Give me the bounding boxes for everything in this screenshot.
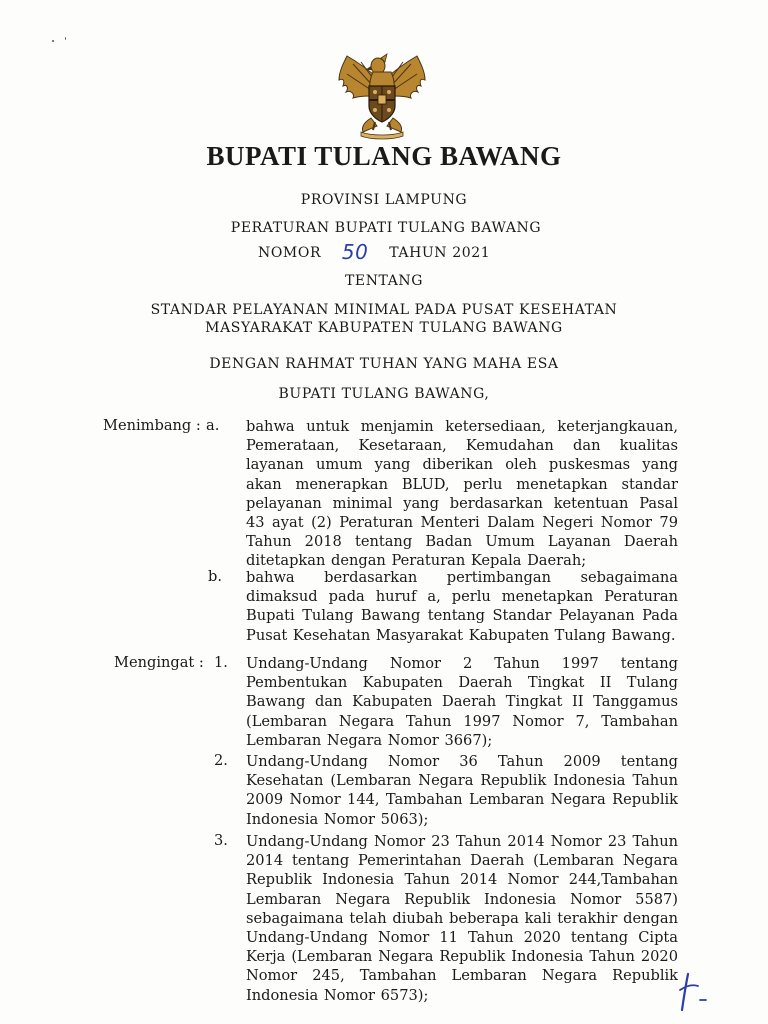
mengingat-item-1 — [246, 654, 678, 750]
menimbang-item-b — [246, 568, 678, 645]
tentang-label: TENTANG — [344, 273, 424, 289]
paragraph-line: Undang-Undang Nomor 23 Tahun 2014 Nomor 23 Tahun — [246, 833, 678, 850]
menimbang-item-a — [246, 417, 678, 571]
paragraph-line: Pemerataan, Kesetaraan, Kemudahan dan kualitas — [246, 437, 678, 455]
paragraph-line: Undang-Undang Nomor 36 Tahun 2009 tentang — [246, 753, 678, 770]
paragraph-line: Pembentukan Kabupaten Daerah Tingkat II Tulang — [246, 674, 678, 692]
document-title: BUPATI TULANG BAWANG — [206, 141, 562, 171]
number-prefix: NOMOR — [258, 245, 322, 261]
regulation-number-line — [258, 238, 490, 262]
paragraph-line: Kerja (Lembaran Negara Republik Indonesia Tahun 2020 — [246, 948, 678, 966]
paragraph-line: bahwa berdasarkan pertimbangan sebagaimana — [246, 569, 678, 586]
paragraph-line: dimaksud pada huruf a, perlu menetapkan Peraturan — [246, 588, 678, 606]
item-marker: 1. — [214, 654, 228, 671]
paraf-initial-mark — [676, 970, 710, 1014]
paragraph-line: akan menerapkan BLUD, perlu menetapkan standar — [246, 475, 678, 493]
handwritten-number: 50 — [341, 240, 369, 264]
paragraph-line: bahwa untuk menjamin ketersediaan, keterjangkauan, — [246, 418, 678, 435]
regent-line: BUPATI TULANG BAWANG, — [278, 386, 490, 402]
paragraph-line: 2009 Nomor 144, Tambahan Lembaran Negara Republik — [246, 791, 678, 809]
menimbang-label: Menimbang : — [103, 417, 201, 434]
paragraph-line: 43 ayat (2) Peraturan Menteri Dalam Negeri Nomor 79 — [246, 513, 678, 531]
mengingat-item-2 — [246, 752, 678, 829]
number-year: TAHUN 2021 — [389, 245, 491, 261]
item-marker: a. — [206, 417, 220, 434]
scan-speck — [65, 37, 66, 40]
paragraph-line: 2014 tentang Pemerintahan Daerah (Lembaran Negara — [246, 852, 678, 870]
paragraph-line: Lembaran Negara Nomor 3667); — [246, 731, 493, 749]
paragraph-line: Tahun 2018 tentang Badan Umum Layanan Daerah — [246, 533, 678, 551]
paragraph-line: layanan umum yang diberikan oleh puskesmas yang — [246, 456, 678, 474]
scan-speck — [52, 40, 54, 42]
paragraph-line: Undang-Undang Nomor 11 Tahun 2020 tentang Cipta — [246, 928, 678, 946]
mengingat-item-3 — [246, 832, 678, 1005]
subject-line-1: STANDAR PELAYANAN MINIMAL PADA PUSAT KESEHATAN — [150, 302, 618, 318]
item-marker: b. — [208, 568, 222, 585]
paragraph-line: Pusat Kesehatan Masyarakat Kabupaten Tulang Bawang. — [246, 626, 676, 644]
paragraph-line: Republik Indonesia Tahun 2014 Nomor 244,Tambahan — [246, 871, 678, 889]
item-marker: 2. — [214, 752, 228, 769]
garuda-emblem-icon — [333, 50, 431, 140]
paragraph-line: Bawang dan Kabupaten Daerah Tingkat II Tanggamus — [246, 693, 678, 711]
paragraph-line: (Lembaran Negara Tahun 1997 Nomor 7, Tambahan — [246, 712, 678, 730]
paragraph-line: ditetapkan dengan Peraturan Kepala Daerah; — [246, 552, 587, 570]
grace-line: DENGAN RAHMAT TUHAN YANG MAHA ESA — [209, 356, 559, 372]
paragraph-line: sebagaimana telah diubah beberapa kali terakhir dengan — [246, 909, 678, 927]
mengingat-label: Mengingat : — [114, 654, 204, 671]
paragraph-line: Indonesia Nomor 6573); — [246, 986, 429, 1004]
paragraph-line: pelayanan minimal yang berdasarkan ketentuan Pasal — [246, 494, 678, 512]
regulation-label: PERATURAN BUPATI TULANG BAWANG — [230, 220, 542, 236]
paragraph-line: Bupati Tulang Bawang tentang Standar Pelayanan Pada — [246, 607, 678, 625]
item-marker: 3. — [214, 832, 228, 849]
paragraph-line: Nomor 245, Tambahan Lembaran Negara Republik — [246, 967, 678, 985]
paragraph-line: Indonesia Nomor 5063); — [246, 810, 429, 828]
paragraph-line: Kesehatan (Lembaran Negara Republik Indonesia Tahun — [246, 772, 678, 790]
paragraph-line: Lembaran Negara Republik Indonesia Nomor 5587) — [246, 890, 678, 908]
province-label: PROVINSI LAMPUNG — [300, 192, 468, 208]
paragraph-line: Undang-Undang Nomor 2 Tahun 1997 tentang — [246, 655, 678, 672]
subject-line-2: MASYARAKAT KABUPATEN TULANG BAWANG — [205, 320, 563, 336]
